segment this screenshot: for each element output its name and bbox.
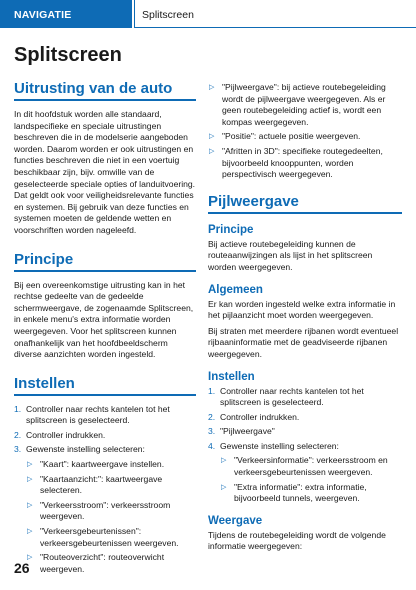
- section-instellen: [14, 375, 196, 576]
- option-text: "Verkeersinformatie": verkeersstroom en verkeersgebeurtenissen weergeven.: [234, 455, 388, 478]
- triangle-right-icon: ▷: [27, 461, 33, 469]
- header-divider: [134, 0, 135, 28]
- list-item: [220, 455, 402, 478]
- list-item: [208, 146, 402, 181]
- pijl-instellen-steps: [208, 386, 402, 505]
- options-list: [26, 459, 196, 575]
- list-item: [208, 386, 402, 409]
- list-item: [14, 404, 196, 427]
- heading-pijlweergave: Pijlweergave: [208, 193, 402, 214]
- list-item: [14, 430, 196, 442]
- triangle-right-icon: ▷: [221, 483, 227, 491]
- list-item: [208, 441, 402, 505]
- pijl-options-list: [220, 455, 402, 504]
- heading-instellen: Instellen: [14, 375, 196, 396]
- section-pijlweergave: [208, 193, 402, 553]
- step-text: Gewenste instelling selecteren:: [220, 440, 339, 451]
- heading-uitrusting: Uitrusting van de auto: [14, 80, 196, 101]
- list-item: [208, 426, 402, 438]
- step-number: 1.: [14, 403, 22, 414]
- option-text: "Kaartaanzicht:": kaartweergave selecteren.: [40, 473, 163, 496]
- triangle-right-icon: ▷: [221, 457, 227, 465]
- step-text: Gewenste instelling selecteren:: [26, 444, 145, 455]
- option-text: "Verkeersstroom": verkeersstroom weergeven.: [40, 499, 171, 522]
- option-text: "Pijlweergave": bij actieve routebegeleiding wordt de pijlweergave weergegeven. Als er geen routebegeleiding actief is, wordt een kompas weergegeven.: [222, 82, 386, 127]
- text-algemeen-2: Bij straten met meerdere rijbanen wordt eventueel rijbaaninformatie met de geadviseerde rijbanen weergegeven.: [208, 325, 399, 359]
- triangle-right-icon: ▷: [27, 528, 33, 536]
- option-text: "Kaart": kaartweergave instellen.: [40, 459, 165, 470]
- step-text: Controller indrukken.: [220, 411, 300, 422]
- list-item: [208, 131, 402, 143]
- step-number: 4.: [208, 440, 216, 451]
- option-text: "Extra informatie": extra informatie, bijvoorbeeld tunnels, weergeven.: [234, 481, 367, 504]
- list-item: [220, 482, 402, 505]
- option-text: "Positie": actuele positie weergeven.: [222, 131, 361, 142]
- subheading-weergave: Weergave: [208, 514, 263, 527]
- step-number: 3.: [14, 444, 22, 455]
- list-item: [26, 459, 196, 471]
- triangle-right-icon: ▷: [209, 84, 215, 91]
- text-weergave: Tijdens de routebegeleiding wordt de volgende informatie weergegeven:: [208, 529, 386, 552]
- page-title: Splitscreen: [14, 44, 122, 66]
- heading-principe: Principe: [14, 251, 196, 272]
- option-text: "Routeoverzicht": routeoverwicht weergeven.: [40, 552, 165, 574]
- triangle-right-icon: ▷: [209, 147, 215, 155]
- section-tab: NAVIGATIE: [0, 0, 132, 28]
- text-uitrusting: In dit hoofdstuk worden alle standaard, landspecifieke en speciale uitrustingen beschreven die in de modelserie aangeboden worden. Daarom worden er ook uitrustingen en functies beschreven die niet in een voertuig beschikbaar zijn, bijv. omwille van de geselecteerde speciale opties of landuitvoering. Dat geldt ook voor veiligheidsrelevante functies en systemen. Bij gebruik van deze functies en systemen moeten de geldende wetten en voorschriften worden nageleefd.: [14, 109, 196, 235]
- section-uitrusting: [14, 80, 196, 237]
- instellen-steps: [14, 404, 196, 576]
- subheading-instellen: Instellen: [208, 370, 255, 383]
- step-text: "Pijlweergave": [220, 426, 275, 437]
- triangle-right-icon: ▷: [27, 554, 33, 562]
- list-item: [208, 412, 402, 424]
- step-number: 2.: [14, 429, 22, 440]
- page-number: 26: [14, 560, 30, 576]
- step-number: 1.: [208, 385, 216, 396]
- list-item: [14, 444, 196, 575]
- triangle-right-icon: ▷: [27, 475, 33, 483]
- text-principe-pijl: Bij actieve routebegeleiding kunnen de routeaanwijzingen als lijst in het splitscreen worden weergegeven.: [208, 238, 373, 272]
- subheading-principe: Principe: [208, 223, 254, 236]
- right-column: [208, 82, 402, 557]
- list-item: [26, 526, 196, 549]
- header-title: Splitscreen: [142, 9, 194, 21]
- text-algemeen-1: Er kan worden ingesteld welke extra informatie in het pijlaanzicht moet worden weergegeven.: [208, 298, 396, 321]
- step-text: Controller naar rechts kantelen tot het splitscreen is geselecteerd.: [26, 403, 170, 426]
- list-item: [26, 500, 196, 523]
- step-text: Controller naar rechts kantelen tot het splitscreen is geselecteerd.: [220, 385, 364, 408]
- triangle-right-icon: ▷: [27, 501, 33, 509]
- subheading-algemeen: Algemeen: [208, 283, 263, 296]
- triangle-right-icon: ▷: [209, 133, 215, 141]
- option-text: "Verkeersgebeurtenissen": verkeersgebeurtenissen weergeven.: [40, 526, 179, 548]
- left-column: [14, 80, 196, 589]
- step-text: Controller indrukken.: [26, 429, 106, 440]
- continued-options-list: [208, 82, 402, 181]
- page-header: [0, 0, 416, 28]
- list-item: [26, 552, 196, 575]
- text-principe: Bij een overeenkomstige uitrusting kan in het rechtse gedeelte van de gedeelde schermweergave, de zogenaamde Splitscreen, in enkele menu's extra informatie worden weergegeven. Voor het splitscreen kunnen onafhankelijk van het hoofdbeeldscherm diverse aanzichten worden ingesteld.: [14, 279, 194, 360]
- step-number: 2.: [208, 411, 216, 422]
- list-item: [26, 474, 196, 497]
- option-text: "Afritten in 3D": specifieke routegedeelten, bijvoorbeeld knooppunten, worden perspectivisch weergegeven.: [222, 145, 383, 180]
- list-item: [208, 82, 402, 128]
- header-rule: [134, 27, 416, 28]
- step-number: 3.: [208, 426, 216, 437]
- section-principe: [14, 251, 196, 361]
